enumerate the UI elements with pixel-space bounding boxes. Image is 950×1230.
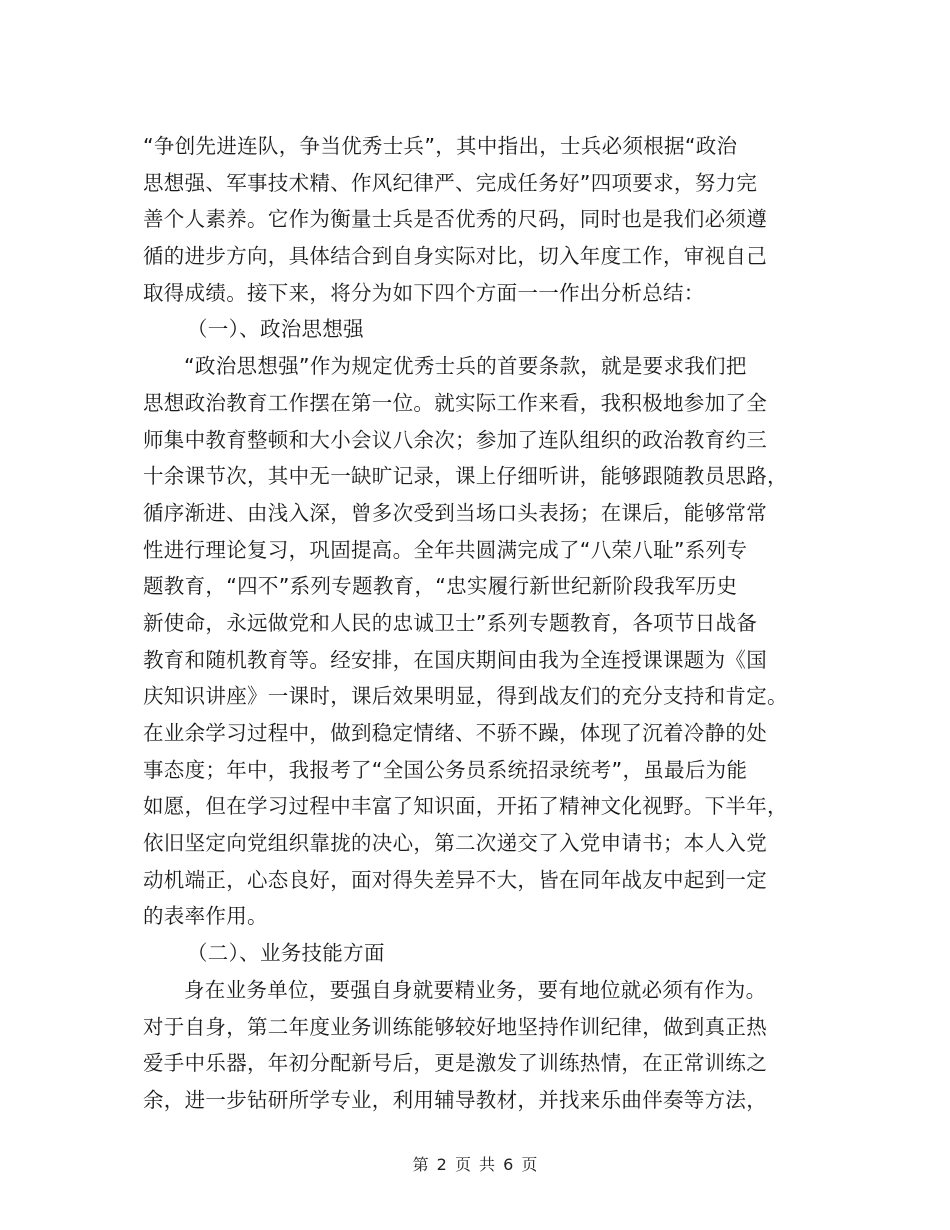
paragraph-first-line: 身在业务单位，要强自身就要精业务，要有地位就必须有作为。 (184, 977, 767, 1002)
text-line: 循的进步方向，具体结合到自身实际对比，切入年度工作，审视自己 (143, 244, 767, 269)
paragraph-first-line: “政治思想强”作为规定优秀士兵的首要条款，就是要求我们把 (184, 354, 747, 379)
text-line: 善个人素养。它作为衡量士兵是否优秀的尺码，同时也是我们必须遵 (143, 207, 767, 232)
text-line: 对于自身，第二年度业务训练能够较好地坚持作训纪律，做到真正热 (143, 1014, 767, 1039)
text-line: 事态度；年中，我报考了“全国公务员系统招录统考”，虽最后为能 (143, 757, 748, 782)
section-heading-2: （二）、业务技能方面 (187, 941, 385, 966)
text-line: 新使命，永远做党和人民的忠诚卫士”系列专题教育，各项节日战备 (143, 610, 758, 635)
text-line: 循序渐进、由浅入深，曾多次受到当场口头表扬；在课后，能够常常 (143, 500, 767, 525)
text-line: 思想政治教育工作摆在第一位。就实际工作来看，我积极地参加了全 (143, 390, 767, 415)
text-line: 如愿，但在学习过程中丰富了知识面，开拓了精神文化视野。下半年， (143, 794, 788, 819)
text-line: 在业余学习过程中，做到稳定情绪、不骄不躁，体现了沉着冷静的处 (143, 721, 767, 745)
text-line: 思想强、军事技术精、作风纪律严、完成任务好”四项要求，努力完 (143, 170, 758, 195)
page-number-footer: 第 2 页 共 6 页 (412, 1155, 538, 1174)
text-line: 性进行理论复习，巩固提高。全年共圆满完成了“八荣八耻”系列专 (143, 537, 748, 562)
text-line: 余，进一步钻研所学专业，利用辅导教材，并找来乐曲伴奏等方法， (143, 1087, 767, 1112)
text-line: “争创先进连队，争当优秀士兵”，其中指出，士兵必须根据“政治 (143, 134, 738, 158)
text-line: 题教育，“四不”系列专题教育，“忠实履行新世纪新阶段我军历史 (143, 574, 738, 599)
text-line: 师集中教育整顿和大小会议八余次；参加了连队组织的政治教育约三 (143, 427, 767, 452)
text-line: 爱手中乐器，年初分配新号后，更是激发了训练热情，在正常训练之 (143, 1051, 767, 1076)
text-line: 的表率作用。 (143, 904, 268, 929)
text-line: 十余课节次，其中无一缺旷记录，课上仔细听讲，能够跟随教员思路， (143, 464, 788, 489)
section-heading-1: （一）、政治思想强 (187, 317, 364, 342)
text-line: 教育和随机教育等。经安排，在国庆期间由我为全连授课课题为《国 (143, 647, 767, 672)
document-body (143, 128, 808, 1119)
text-line: 动机端正，心态良好，面对得失差异不大，皆在同年战友中起到一定 (143, 867, 767, 892)
text-line: 取得成绩。接下来，将分为如下四个方面一一作出分析总结： (143, 280, 705, 305)
text-line: 庆知识讲座》一课时，课后效果明显，得到战友们的充分支持和肯定。 (143, 684, 788, 709)
text-line: 依旧坚定向党组织靠拢的决心，第二次递交了入党申请书；本人入党 (143, 831, 767, 856)
